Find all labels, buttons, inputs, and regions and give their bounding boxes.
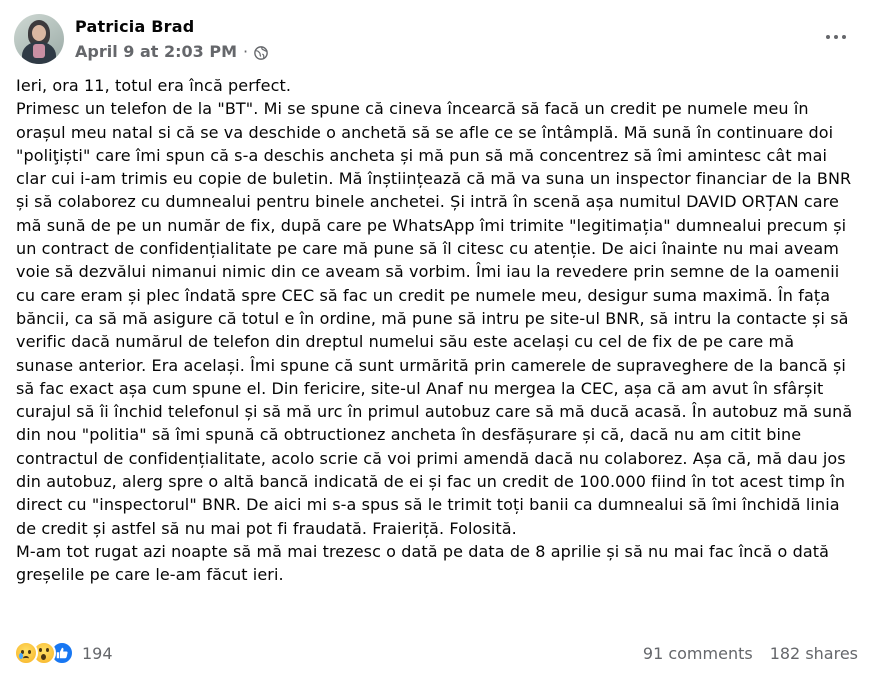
- author-name[interactable]: Patricia Brad: [75, 16, 195, 36]
- post-footer: [14, 639, 858, 667]
- more-options-icon[interactable]: [816, 19, 856, 55]
- author-avatar[interactable]: [14, 14, 64, 64]
- globe-icon[interactable]: [254, 45, 268, 59]
- reactions-summary[interactable]: [14, 641, 68, 665]
- post-timestamp[interactable]: April 9 at 2:03 PM: [75, 41, 237, 61]
- post-meta: [75, 17, 268, 62]
- sad-icon: [14, 641, 38, 665]
- shares-count-link[interactable]: 182 shares: [769, 643, 858, 663]
- reaction-count[interactable]: 194: [82, 643, 113, 663]
- post-subline: [75, 42, 268, 62]
- separator-dot: ·: [243, 41, 249, 61]
- comments-count-link[interactable]: 91 comments: [642, 643, 753, 663]
- engagement-stats: [643, 644, 858, 663]
- post-header: [14, 13, 268, 65]
- post-text: Ieri, ora 11, totul era încă perfect. Primesc un telefon de la "BT". Mi se spune că cineva încearcă să facă un credit pe numele meu în orașul meu natal si că se va deschide o anchetă să se afle ce se întâmplă. Mă sună în continuare doi "poliţiști" care îmi spun că s-a deschis ancheta și mă pun să mă concentrez să îmi amintesc cât mai clar cui i-am trimis eu copie de buletin. Mă înștiințează că mă va suna un inspector financiar de la BNR și să colaborez cu dumnealui pentru binele anchetei. Și intră în scenă așa numitul DAVID ORȚAN care mă sună de pe un număr de fix, după care pe WhatsApp îmi trimite "legitimația" dumnealui precum și un contract de confidențialitate pe care mă pune să îl citesc cu atenție. De aici înainte nu mai aveam voie să dezvălui nimanui nimic din ce aveam să vorbim. Îmi iau la revedere prin semne de la oamenii cu care eram și plec îndată spre CEC să fac un credit pe numele meu, desigur suma maximă. În fața băncii, ca să mă asigure că totul e în ordine, mă pune să intru pe site-ul BNR, să intru la contacte și să verific dacă numărul de telefon din dreptul numelui său este același cu cel de fix de pe care mă sunase anterior. Era același. Îmi spune că sunt urmărită prin camerele de supraveghere de la bancă și să fac exact așa cum spune el. Din fericire, site-ul Anaf nu mergea la CEC, așa că am avut în sfârșit curajul să îi închid telefonul și să mă urc în primul autobuz care să mă ducă acasă. În autobuz mă sună din nou "politia" să îmi spună că obtructionez ancheta în desfășurare și că, dacă nu am citit bine contractul de confidențialitate, acolo scrie că voi primi amendă dacă nu colaborez. Așa că, mă dau jos din autobuz, alerg spre o altă bancă indicată de ei și fac un credit de 100.000 fiind în tot acest timp în direct cu "inspectorul" BNR. De aici mi s-a spus să le trimit toți banii ca dumnealui să îmi închidă linia de credit și astfel să nu mai pot fi fraudată. Fraieriță. Folosită. M-am tot rugat azi noapte să mă mai trezesc o dată pe data de 8 aprilie și să nu mai fac încă o dată greșelile pe care le-am făcut ieri.: [16, 76, 853, 585]
